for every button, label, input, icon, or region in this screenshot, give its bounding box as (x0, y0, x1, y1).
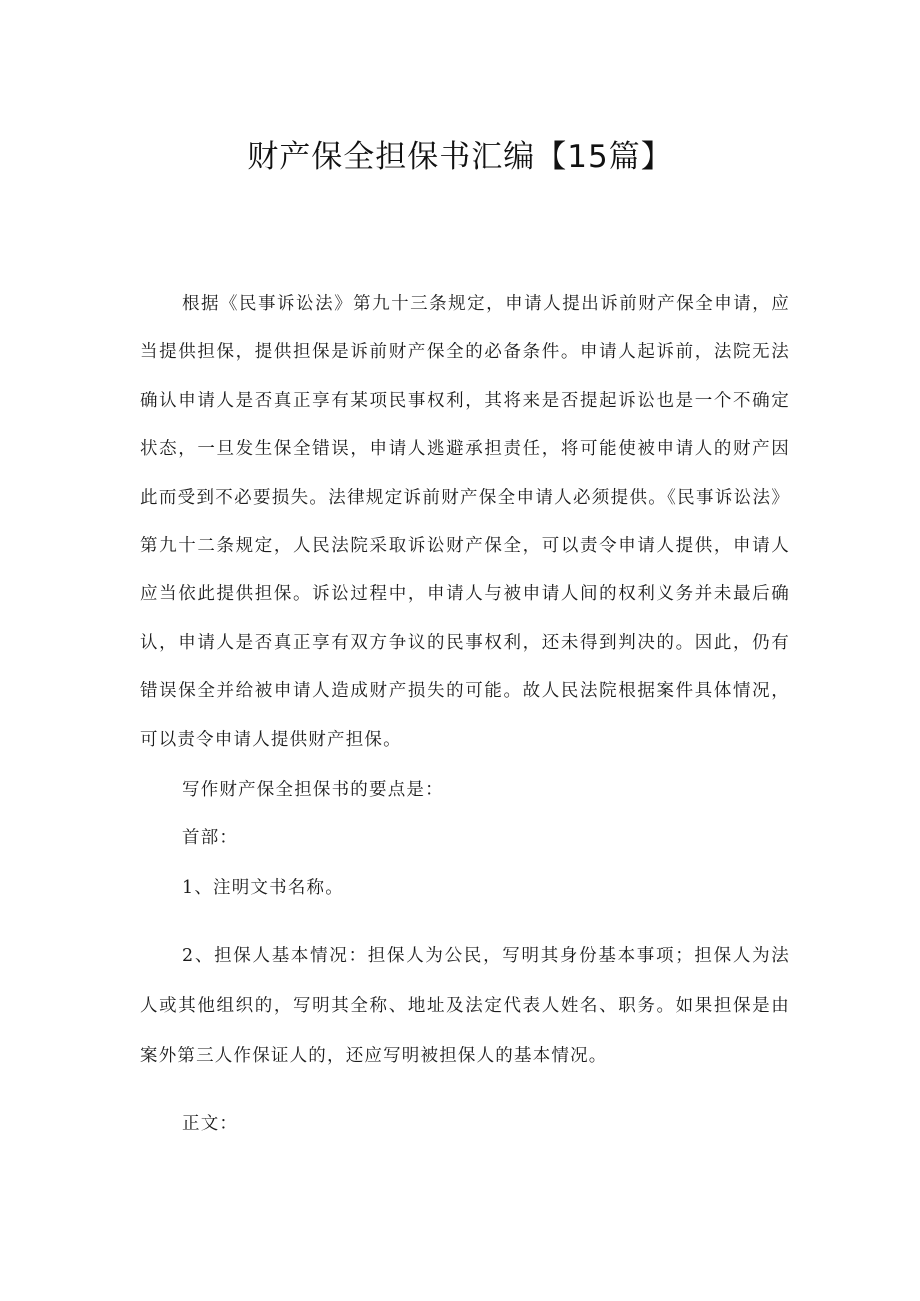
document-title: 财产保全担保书汇编【15篇】 (247, 139, 673, 175)
list-item-document-name: 1、注明文书名称。 (182, 878, 344, 898)
section-heading-header: 首部： (182, 828, 239, 848)
paragraph-writing-points: 写作财产保全担保书的要点是： (182, 780, 444, 800)
paragraph-intro: 根据《民事诉讼法》第九十三条规定，申请人提出诉前财产保全申请，应当提供担保，提供担保是诉前财产保全的必备条件。申请人起诉前，法院无法确认申请人是否真正享有某项民事权利，其将来是否提起诉讼也是一个不确定状态，一旦发生保全错误，申请人逃避承担责任，将可能使被申请人的财产因此而受到不必要损失。法律规定诉前财产保全申请人必须提供。《民事诉讼法》第九十二条规定，人民法院采取诉讼财产保全，可以责令申请人提供，申请人应当依此提供担保。诉讼过程中，申请人与被申请人间的权利义务并未最后确认，申请人是否真正享有双方争议的民事权利，还未得到判决的。因此，仍有错误保全并给被申请人造成财产损失的可能。故人民法院根据案件具体情况，可以责令申请人提供财产担保。 (140, 294, 790, 750)
list-item-guarantor-info: 2、担保人基本情况：担保人为公民，写明其身份基本事项；担保人为法人或其他组织的，写明其全称、地址及法定代表人姓名、职务。如果担保是由案外第三人作保证人的，还应写明被担保人的基本情况。 (140, 946, 790, 1066)
section-heading-body: 正文： (182, 1114, 239, 1134)
